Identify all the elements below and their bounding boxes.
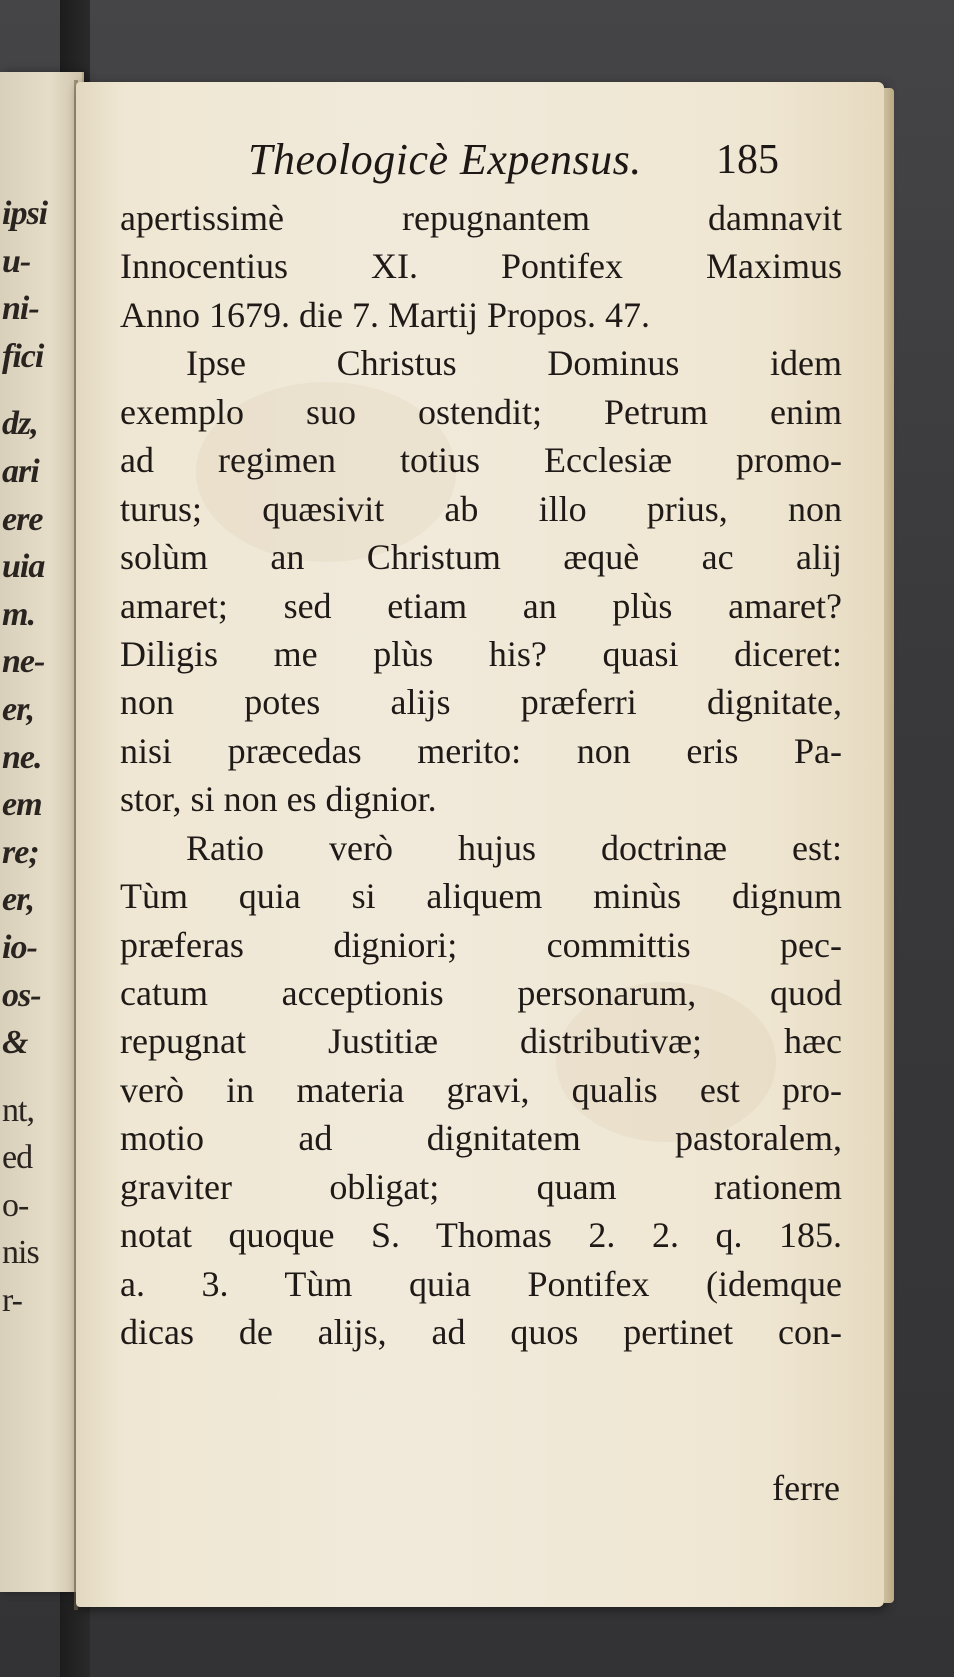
text-line: stor, si non es dignior.	[120, 779, 437, 820]
page-body-text	[120, 194, 842, 1357]
previous-page-fragment: nis	[2, 1234, 39, 1272]
previous-page-fragment: re;	[2, 833, 39, 871]
catchword: ferre	[772, 1468, 840, 1508]
book-page	[76, 82, 884, 1607]
text-line: non potes alijs præferri dignitate,	[120, 682, 842, 723]
previous-page-fragment: os-	[2, 976, 41, 1014]
text-line: exemplo suo ostendit; Petrum enim	[120, 391, 842, 432]
previous-page-fragment: em	[2, 786, 42, 824]
text-line: turus; quæsivit ab illo prius, non	[120, 488, 842, 529]
previous-page-fragment: nt,	[2, 1091, 34, 1129]
previous-page-fragment: ipsi	[2, 195, 48, 232]
previous-page-fragment: dz,	[2, 405, 38, 443]
text-line: notat quoque S. Thomas 2. 2. q. 185.	[120, 1215, 842, 1256]
text-line: dicas de alijs, ad quos pertinet con-	[120, 1312, 842, 1353]
previous-page-fragment: m.	[2, 595, 35, 633]
previous-page-fragment: fici	[2, 337, 44, 375]
previous-page-fragment: io-	[2, 928, 37, 966]
text-line: Anno 1679. die 7. Martij Propos. 47.	[120, 294, 650, 335]
text-line: Tùm quia si aliquem minùs dignum	[120, 876, 842, 917]
text-line: ad regimen totius Ecclesiæ promo-	[120, 440, 842, 481]
text-line: motio ad dignitatem pastoralem,	[120, 1118, 842, 1159]
text-line: Diligis me plùs his? quasi diceret:	[120, 633, 842, 674]
previous-page-fragment: ari	[2, 452, 39, 490]
previous-page-fragment: ere	[2, 500, 43, 538]
text-line: Ratio verò hujus doctrinæ est:	[186, 827, 842, 868]
previous-page-fragment: &	[2, 1024, 28, 1062]
page-header	[76, 130, 884, 190]
running-title: Theologicè Expensus.	[248, 135, 642, 184]
page-number: 185	[716, 137, 779, 183]
previous-page-fragment	[2, 1067, 80, 1087]
previous-page-fragment: r-	[2, 1282, 22, 1320]
text-line: Innocentius XI. Pontifex Maximus	[120, 246, 842, 287]
text-line: apertissimè repugnantem damnavit	[120, 198, 842, 238]
previous-page-text-fragments	[2, 190, 80, 1325]
text-line: solùm an Christum æquè ac alij	[120, 537, 842, 578]
previous-page-edge	[0, 72, 84, 1592]
text-line: verò in materia gravi, qualis est pro-	[120, 1069, 842, 1110]
text-line: Ipse Christus Dominus idem	[186, 343, 842, 384]
text-line: præferas digniori; committis pec-	[120, 924, 842, 965]
previous-page-fragment: uia	[2, 548, 45, 586]
previous-page-fragment: o-	[2, 1186, 29, 1224]
previous-page-fragment: ni-	[2, 290, 39, 328]
previous-page-fragment: ed	[2, 1139, 33, 1177]
previous-page-fragment: er,	[2, 690, 34, 728]
text-line: a. 3. Tùm quia Pontifex (idemque	[120, 1263, 842, 1304]
text-line: graviter obligat; quam rationem	[120, 1166, 842, 1207]
previous-page-fragment: er,	[2, 881, 34, 919]
page-fore-edge	[884, 88, 894, 1603]
text-line: repugnat Justitiæ distributivæ; hæc	[120, 1021, 842, 1062]
text-line: nisi præcedas merito: non eris Pa-	[120, 730, 842, 771]
text-line: catum acceptionis personarum, quod	[120, 973, 842, 1013]
previous-page-fragment: ne.	[2, 738, 42, 776]
previous-page-fragment: u-	[2, 242, 31, 280]
previous-page-fragment	[2, 380, 80, 400]
previous-page-fragment: ne-	[2, 643, 45, 681]
text-line: amaret; sed etiam an plùs amaret?	[120, 585, 842, 626]
